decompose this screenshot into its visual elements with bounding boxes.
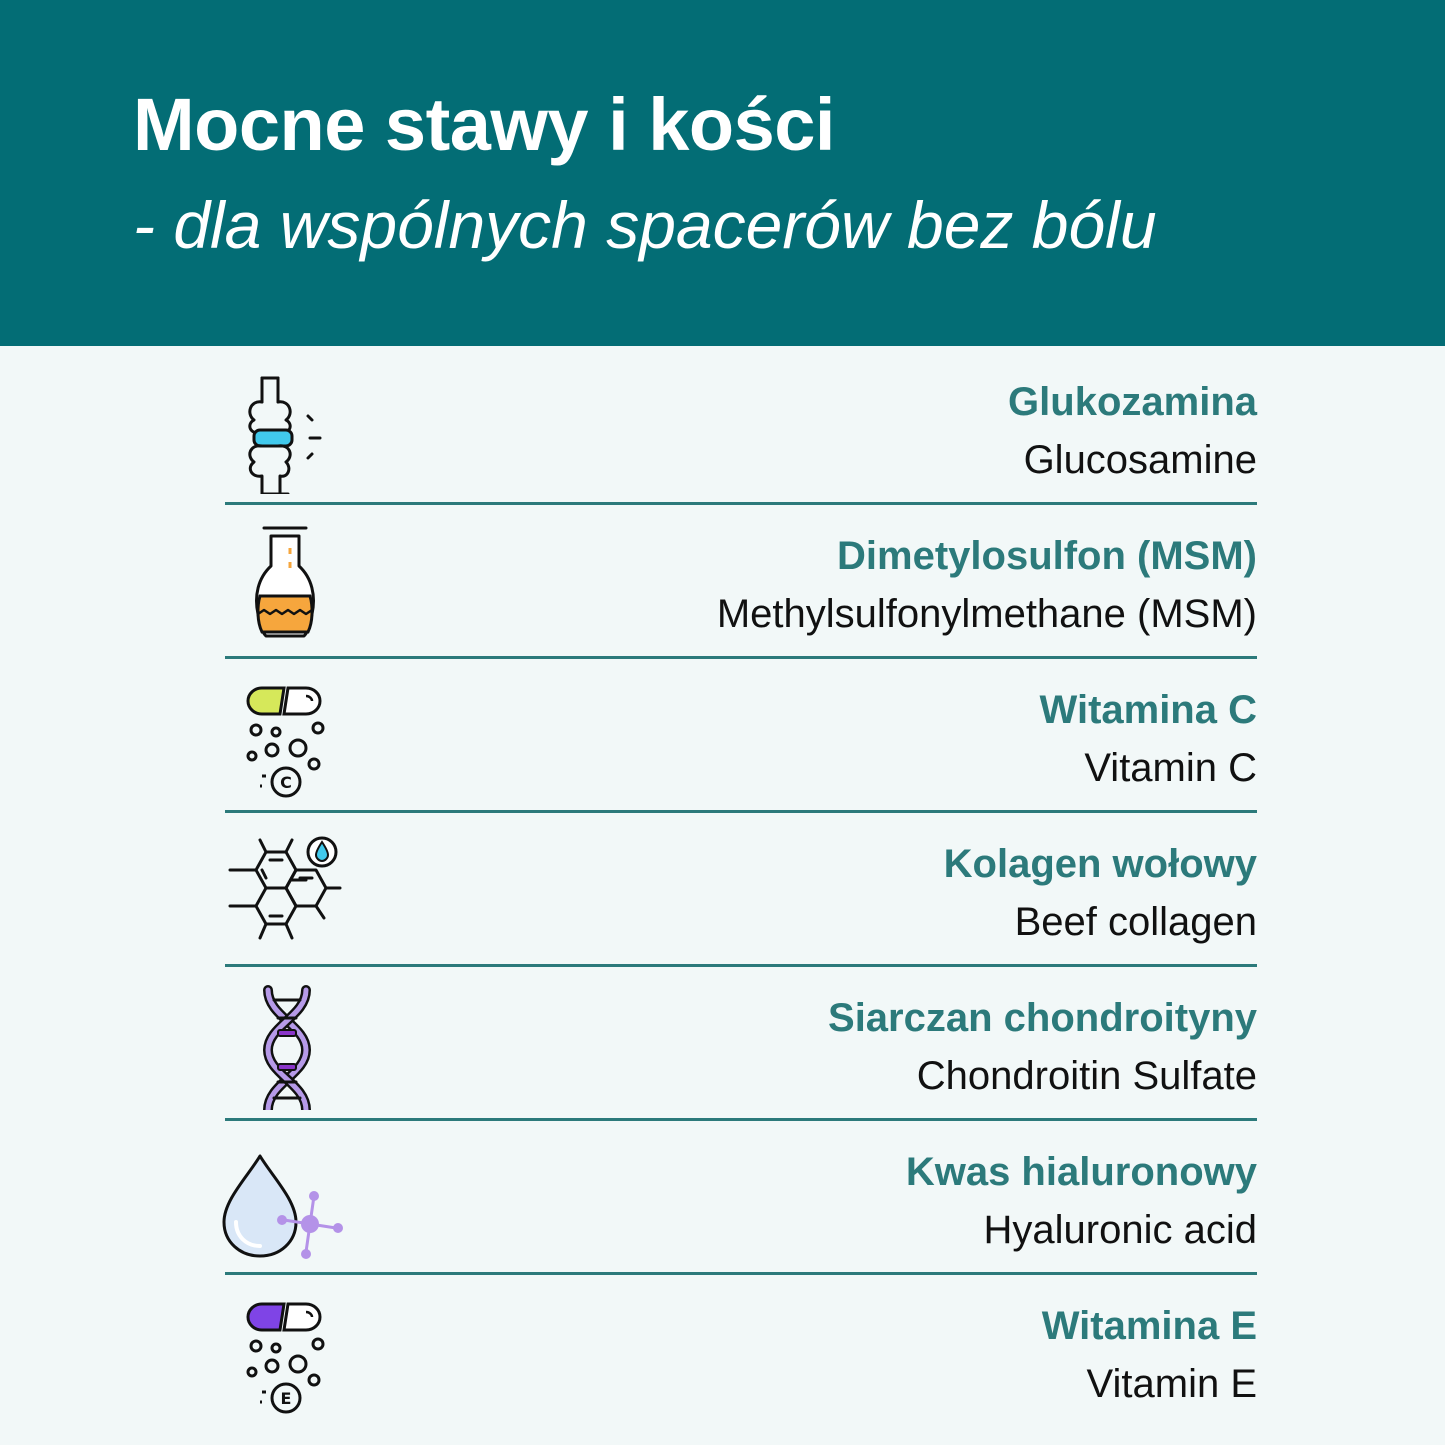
ingredient-name-pl: Witamina C xyxy=(1039,688,1257,732)
ingredient-name-pl: Kolagen wołowy xyxy=(943,842,1257,886)
ingredient-row-hyaluronic xyxy=(0,1120,1445,1274)
ingredient-row-vitamin-e xyxy=(0,1274,1445,1428)
vitamin-e-letter: E xyxy=(280,1389,292,1408)
page-subtitle: - dla wspólnych spacerów bez bólu xyxy=(133,188,1157,262)
ingredient-row-glucosamine xyxy=(0,350,1445,504)
ingredient-name-en: Vitamin E xyxy=(1086,1362,1257,1406)
ingredient-name-en: Vitamin C xyxy=(1084,746,1257,790)
dna-helix-icon xyxy=(210,976,360,1110)
ingredient-name-en: Beef collagen xyxy=(1014,900,1257,944)
ingredient-name-pl: Siarczan chondroityny xyxy=(828,996,1257,1040)
collagen-molecule-icon xyxy=(210,822,360,956)
vitamin-c-capsule-icon xyxy=(210,668,360,802)
hyaluronic-drop-icon xyxy=(210,1130,360,1264)
ingredient-name-en: Methylsulfonylmethane (MSM) xyxy=(716,592,1257,636)
ingredient-name-pl: Glukozamina xyxy=(1008,380,1257,424)
ingredient-name-pl: Kwas hialuronowy xyxy=(905,1150,1257,1194)
ingredient-row-chondroitin xyxy=(0,966,1445,1120)
ingredient-name-en: Glucosamine xyxy=(1023,438,1257,482)
ingredient-row-msm xyxy=(0,504,1445,658)
ingredient-name-en: Hyaluronic acid xyxy=(983,1208,1257,1252)
vitamin-e-capsule-icon xyxy=(210,1284,360,1418)
ingredient-name-en: Chondroitin Sulfate xyxy=(916,1054,1257,1098)
ingredient-name-pl: Witamina E xyxy=(1041,1304,1257,1348)
joint-bone-icon xyxy=(210,360,360,494)
ingredient-name-pl: Dimetylosulfon (MSM) xyxy=(837,534,1257,578)
vitamin-c-letter: C xyxy=(280,773,292,792)
page-title: Mocne stawy i kości xyxy=(133,83,835,166)
ingredient-row-collagen xyxy=(0,812,1445,966)
flask-icon xyxy=(210,514,360,648)
ingredient-row-vitamin-c xyxy=(0,658,1445,812)
